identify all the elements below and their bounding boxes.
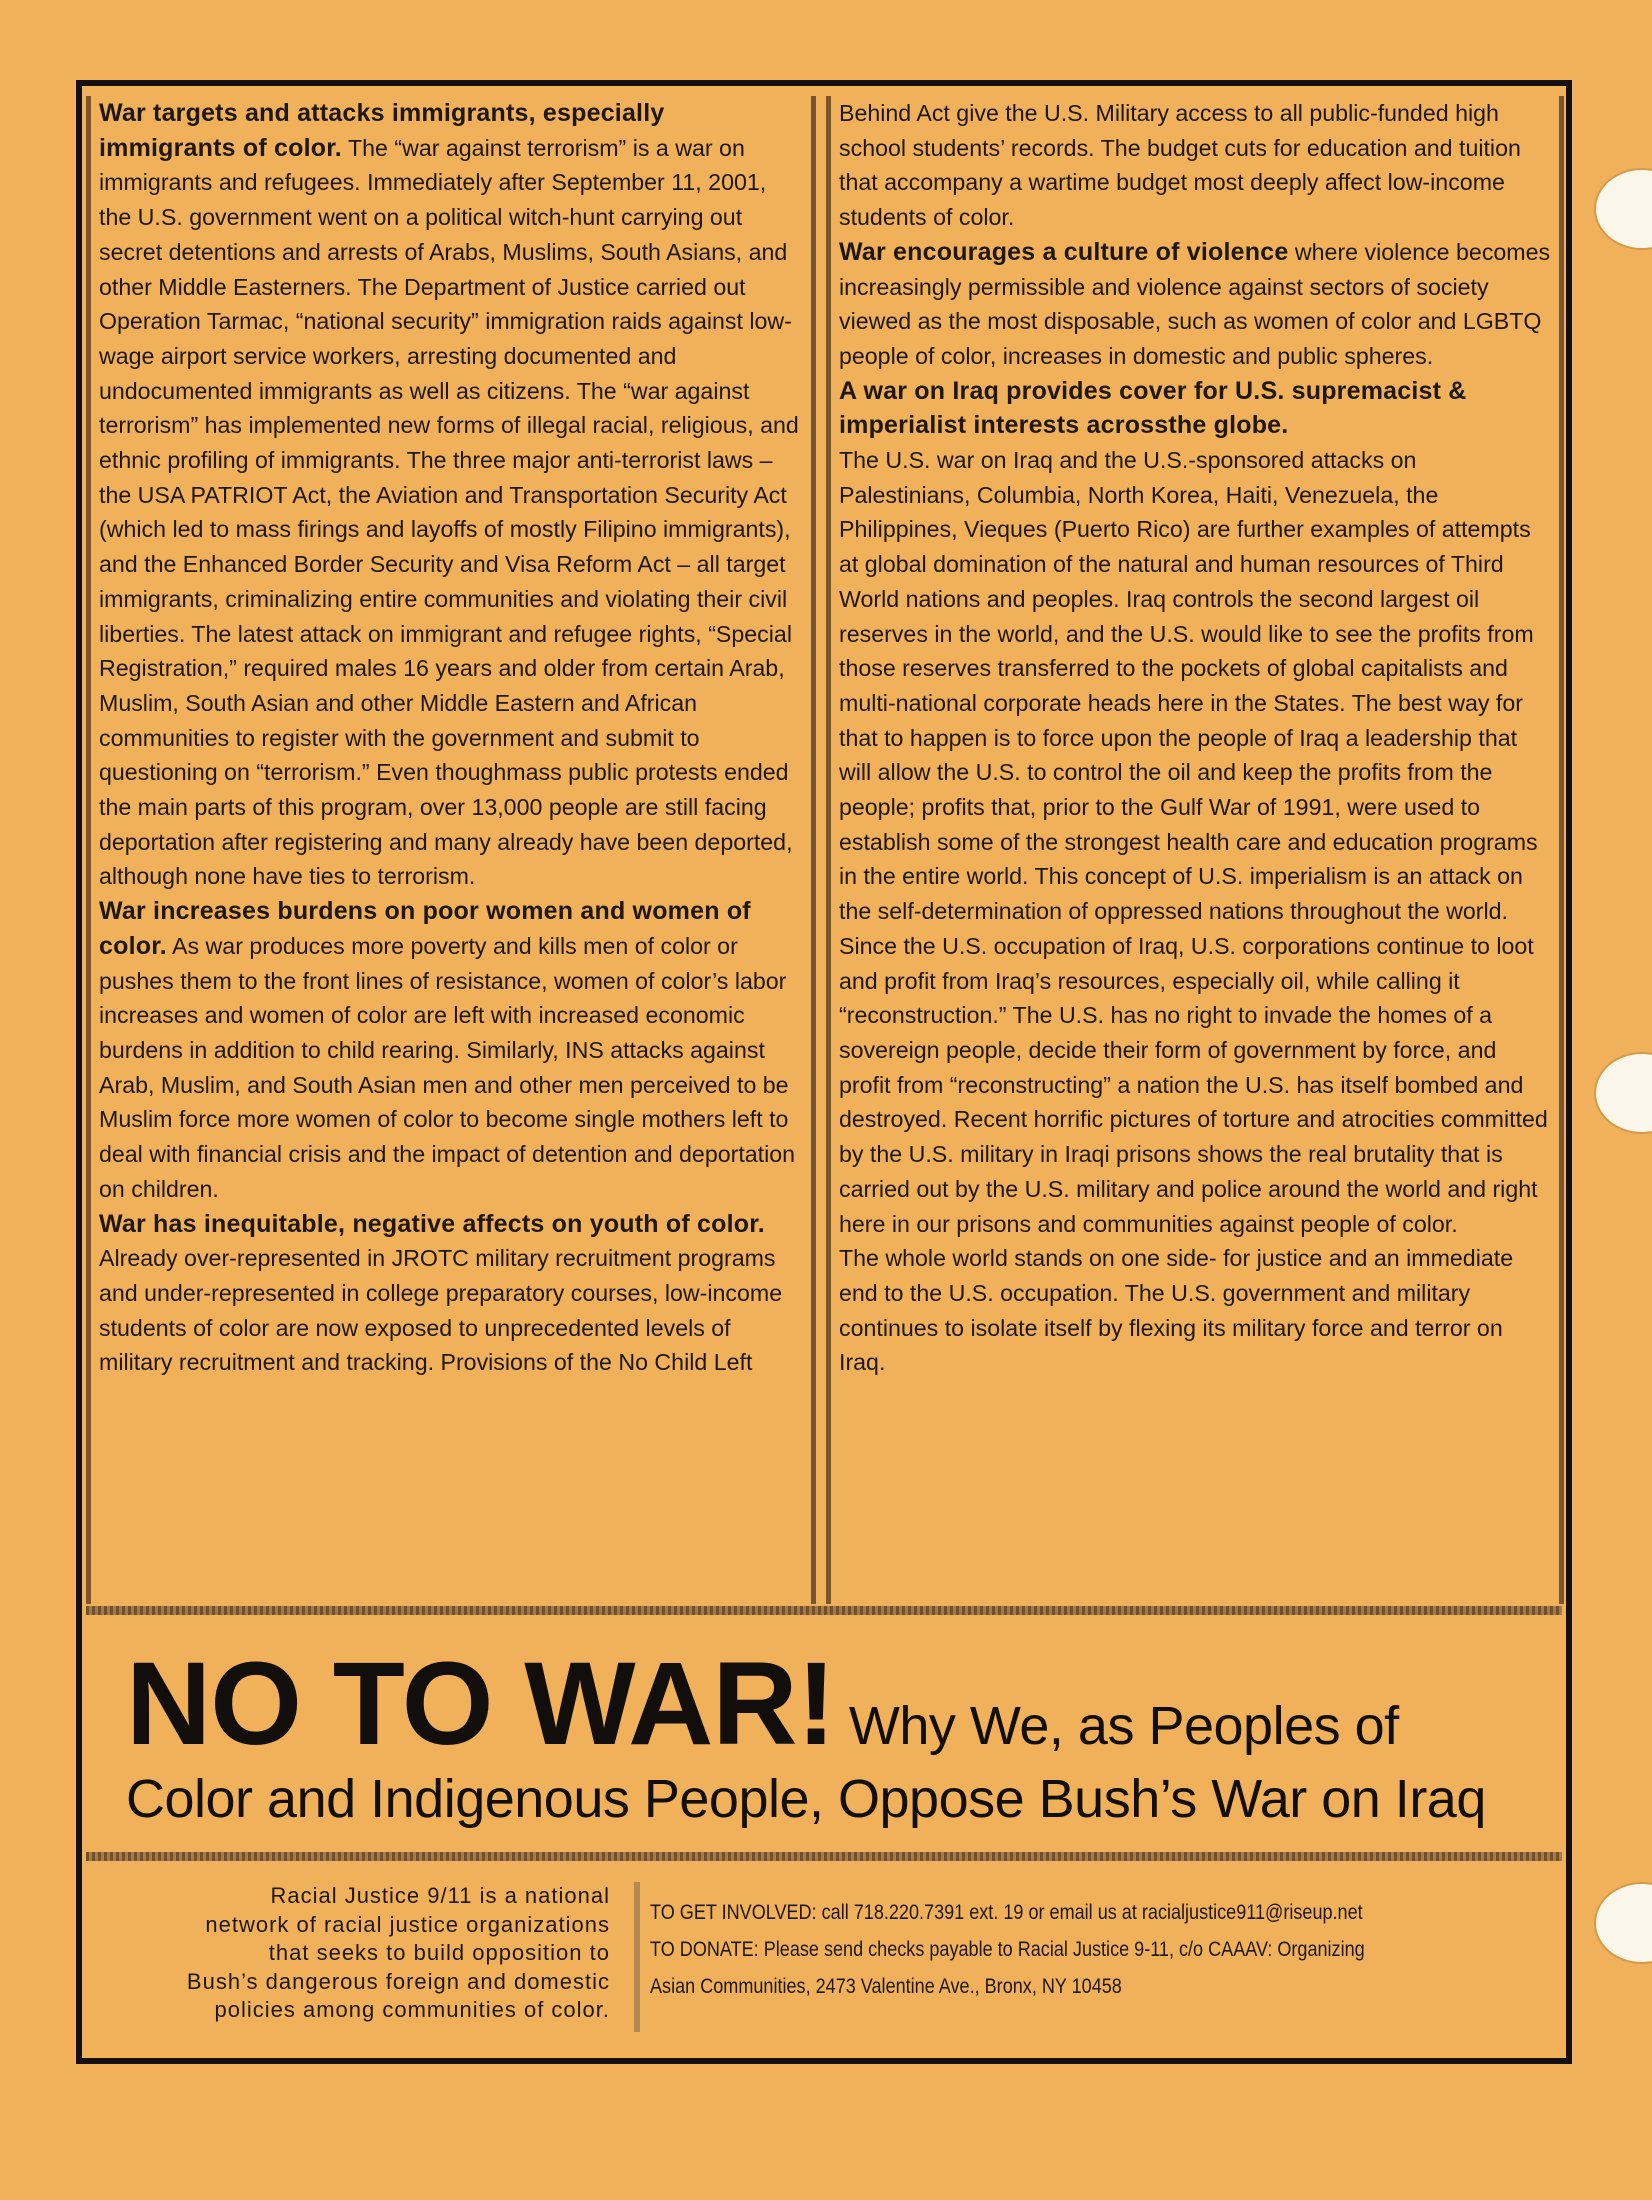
paragraph-text: Behind Act give the U.S. Military access to all public-funded high school students’ records. The budget cuts for education and tuition that accompany a wartime budget most deeply affect low-income students of color. [839,100,1521,231]
hole-punch [1594,168,1652,250]
paragraph-text: The whole world stands on one side- for justice and an immediate end to the U.S. occupation. The U.S. government and military continues to isolate itself by flexing its military force and terror on Iraq. [839,1245,1514,1376]
paragraph-text: Since the U.S. occupation of Iraq, U.S. corporations continue to loot and profit from Iraq’s resources, especially oil, while calling it “reconstruction.” The U.S. has no right to invade the homes of a sovereign people, decide their form of government by force, and profit from “reconstructing” a nation the U.S. has itself bombed and destroyed. Recent horrific pictures of torture and atrocities committed by the U.S. military in Iraqi prisons shows the real brutality that is carried out by the U.S. military and police around the world and right here in our prisons and communities against people of color. [839,932,1548,1237]
paragraph [99,96,803,894]
section-heading: War targets and attacks immigrants, especially immigrants of color. [99,99,665,162]
banner-subtitle-2: Color and Indigenous People, Oppose Bush’s War on Iraq [126,1769,1486,1829]
paragraph-text: The “war against terrorism” is a war on immigrants and refugees. Immediately after September 11, 2001, the U.S. government went on a political witch-hunt carrying out secret detentions and arrests of Arabs, Muslims, South Asians, and other Middle Easterners. The Department of Justice carried out Operation Tarmac, “national security” immigration raids against low-wage airport service workers, arresting documented and undocumented immigrants as well as citizens. The “war against terrorism” has implemented new forms of illegal racial, religious, and ethnic profiling of immigrants. The three major anti-terrorist laws – the USA PATRIOT Act, the Aviation and Transportation Security Act (which led to mass firings and layoffs of mostly Filipino immigrants), and the Enhanced Border Security and Visa Reform Act – all target immigrants, criminalizing entire communities and violating their civil liberties. The latest attack on immigrant and refugee rights, “Special Registration,” required males 16 years and older from certain Arab, Muslim, South Asian and other Middle Eastern and African communities to register with the government and submit to questioning on “terrorism.” Even thoughmass public protests ended the main parts of this program, over 13,000 people are still facing deportation after registering and many already have been deported, although none have ties to terrorism. [99,134,799,890]
paragraph [99,1207,803,1381]
paragraph [839,96,1551,235]
section-heading: War encourages a culture of violence [839,237,1289,266]
blurb-line: that seeks to build opposition to [268,1940,610,1965]
article-column-left [86,96,816,1604]
blurb-line: Racial Justice 9/11 is a national [270,1883,610,1908]
section-heading: War has inequitable, negative affects on youth of color. [99,1209,765,1238]
hole-punch [1594,1052,1652,1134]
donate-address-line: Asian Communities, 2473 Valentine Ave., Bronx, NY 10458 [650,1975,1122,1998]
headline: NO TO WAR! [126,1638,835,1770]
paragraph [99,894,803,1206]
donate-line: TO DONATE: Please send checks payable to Racial Justice 9-11, c/o CAAAV: Organizing [650,1938,1365,1961]
paragraph-text: The U.S. war on Iraq and the U.S.-sponsored attacks on Palestinians, Columbia, North Korea, Haiti, Venezuela, the Philippines, Vieques (Puerto Rico) are further examples of attempts at global domination of the natural and human resources of Third World nations and peoples. Iraq controls the second largest oil reserves in the world, and the U.S. would like to see the profits from those reserves transferred to the pockets of global capitalists and multi-national corporate heads here in the States. The best way for that to happen is to force upon the people of Iraq a leadership that will allow the U.S. to control the oil and keep the profits from the people; profits that, prior to the Gulf War of 1991, were used to establish some of the strongest health care and education programs in the entire world. This concept of U.S. imperialism is an attack on the self-determination of oppressed nations throughout the world. [839,447,1538,925]
section-heading: A war on Iraq provides cover for U.S. supremacist & imperialist interests acrossthe globe. [839,376,1467,440]
banner-subtitle-1: Why We, as Peoples of [848,1696,1399,1756]
banner [86,1634,1562,1856]
hole-punch [1594,1882,1652,1964]
paragraph [839,443,1551,929]
organization-blurb [90,1882,640,2032]
blurb-line: Bush’s dangerous foreign and domestic [186,1968,610,1994]
paragraph [839,1241,1551,1380]
paragraph-text: where violence becomes increasingly permissible and violence against sectors of society viewed as the most disposable, such as women of color and LGBTQ people of color, increases in domestic and public spheres. [839,238,1551,369]
article-column-right [826,96,1564,1604]
paragraph [839,374,1551,443]
blurb-line: policies among communities of color. [214,1997,610,2022]
get-involved-line: TO GET INVOLVED: call 718.220.7391 ext. 19 or email us at racialjustice911@riseup.net [650,1901,1363,1924]
paragraph [839,929,1551,1241]
contact-info [650,1894,1544,2005]
section-heading: War increases burdens on poor women and women of color. [99,897,751,960]
paragraph-text: Already over-represented in JROTC military recruitment programs and under-represented in college preparatory courses, low-income students of color are now exposed to unprecedented levels of military recruitment and tracking. Provisions of the No Child Left [99,1245,783,1376]
blurb-line: network of racial justice organizations [205,1911,610,1937]
banner-line-1 [126,1636,1399,1772]
divider [86,1852,1562,1861]
paragraph [839,235,1551,374]
divider [86,1606,1562,1615]
paragraph-text: As war produces more poverty and kills men of color or pushes them to the front lines of resistance, women of color’s labor increases and women of color are left with increased economic burdens in addition to child rearing. Similarly, INS attacks against Arab, Muslim, and South Asian men and other men perceived to be Muslim force more women of color to become single mothers left to deal with financial crisis and the impact of detention and deportation on children. [99,932,796,1202]
